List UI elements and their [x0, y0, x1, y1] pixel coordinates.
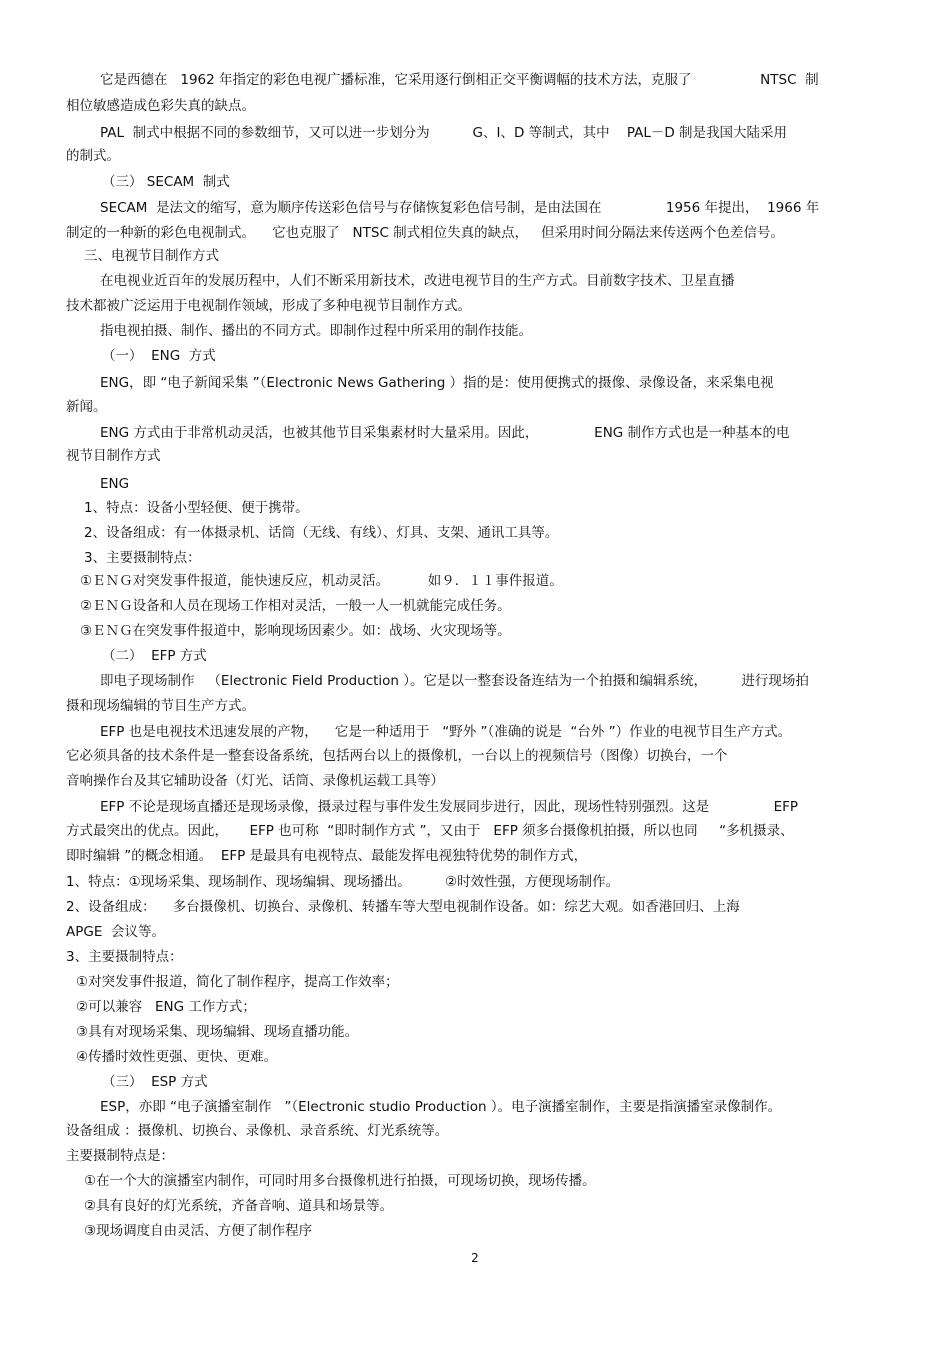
text-line: ESP，亦即 “电子演播室制作 ”（Electronic studio Production ）。电子演播室制作，主要是指演播室录像制作。: [100, 1099, 782, 1115]
text-line: APGE 会议等。: [66, 924, 165, 940]
list-item: ④传播时效性更强、更快、更难。: [76, 1049, 278, 1065]
list-item: ①对突发事件报道，简化了制作程序，提高工作效率；: [76, 974, 399, 990]
list-item: 3、主要摄制特点：: [84, 550, 201, 566]
text-line: 视节目制作方式: [66, 448, 161, 464]
text-line: 即时编辑 ”的概念相通。 EFP 是最具有电视特点、最能发挥电视独特优势的制作方式，: [66, 848, 588, 864]
text-line: SECAM 是法文的缩写，意为顺序传送彩色信号与存储恢复彩色信号制，是由法国在 1956 年提出， 1966 年: [100, 200, 820, 216]
text-line: 音响操作台及其它辅助设备（灯光、话筒、录像机运载工具等）: [66, 773, 444, 789]
text-line: 主要摄制特点是：: [66, 1148, 174, 1164]
text-line: 设备组成 ：摄像机、切换台、录像机、录音系统、灯光系统等。: [66, 1123, 449, 1139]
section-heading: （一） ENG 方式: [102, 348, 216, 364]
text-line: 它是西德在 1962 年指定的彩色电视广播标准，它采用逐行倒相正交平衡调幅的技术方法，克服了 NTSC 制: [100, 72, 819, 88]
list-item: ③现场调度自由灵活、方便了制作程序: [84, 1223, 313, 1239]
text-line: 即电子现场制作 （Electronic Field Production ）。它是以一整套设备连结为一个拍摄和编辑系统， 进行现场拍: [100, 673, 809, 689]
list-item: ①在一个大的演播室内制作，可同时用多台摄像机进行拍摄，可现场切换，现场传播。: [84, 1173, 596, 1189]
text-line: 相位敏感造成色彩失真的缺点。: [66, 98, 255, 114]
list-item: ②具有良好的灯光系统，齐备音响、道具和场景等。: [84, 1198, 394, 1214]
list-item: ②ＥＮＧ设备和人员在现场工作相对灵活，一般一人一机就能完成任务。: [80, 598, 511, 614]
text-line: ENG，即 “电子新闻采集 ”（Electronic News Gathering ）指的是：使用便携式的摄像、录像设备，来采集电视: [100, 375, 774, 391]
text-line: 在电视业近百年的发展历程中，人们不断采用新技术，改进电视节目的生产方式。目前数字技术、卫星直播: [100, 273, 735, 289]
section-heading: （三） SECAM 制式: [102, 174, 230, 190]
list-item: 3、主要摄制特点：: [66, 949, 183, 965]
text-line: PAL 制式中根据不同的参数细节，又可以进一步划分为 G、I、D 等制式，其中 PAL－D 制是我国大陆采用: [100, 125, 788, 141]
text-line: 技术都被广泛运用于电视制作领域，形成了多种电视节目制作方式。: [66, 298, 471, 314]
text-line: 它必须具备的技术条件是一整套设备系统，包括两台以上的摄像机，一台以上的视频信号（图像）切换台，一个: [66, 748, 728, 764]
list-item: ①ＥＮＧ对突发事件报道，能快速反应，机动灵活。 如９．１１事件报道。: [80, 573, 563, 589]
text-line: 新闻。: [66, 399, 107, 415]
text-line: EFP 不论是现场直播还是现场录像，摄录过程与事件发生发展同步进行，因此，现场性特别强烈。这是 EFP: [100, 799, 799, 815]
list-item: ③具有对现场采集、现场编辑、现场直播功能。: [76, 1024, 359, 1040]
list-item: 1、特点：设备小型轻便、便于携带。: [84, 500, 309, 516]
section-heading: （二） EFP 方式: [102, 648, 207, 664]
list-item: ③ＥＮＧ在突发事件报道中，影响现场因素少。如：战场、火灾现场等。: [80, 623, 511, 639]
chapter-heading: 三、电视节目制作方式: [84, 248, 219, 264]
text-line: 摄和现场编辑的节目生产方式。: [66, 698, 255, 714]
text-line: 方式最突出的优点。因此， EFP 也可称 “即时制作方式 ”，又由于 EFP 须多台摄像机拍摄，所以也同 “多机摄录、: [66, 823, 794, 839]
text-line: ENG: [100, 476, 130, 492]
section-heading: （三） ESP 方式: [102, 1074, 208, 1090]
text-line: 指电视拍摄、制作、播出的不同方式。即制作过程中所采用的制作技能。: [100, 323, 532, 339]
text-line: EFP 也是电视技术迅速发展的产物， 它是一种适用于 “野外 ”（准确的说是 “台外 ”）作业的电视节目生产方式。: [100, 724, 792, 740]
text-line: 的制式。: [66, 148, 120, 164]
page-number: 2: [471, 1251, 479, 1265]
list-item: 2、设备组成：有一体摄录机、话筒（无线、有线）、灯具、支架、通讯工具等。: [84, 525, 559, 541]
list-item: 2、设备组成： 多台摄像机、切换台、录像机、转播车等大型电视制作设备。如：综艺大观。如香港回归、上海: [66, 899, 740, 915]
list-item: ②可以兼容 ENG 工作方式；: [76, 999, 256, 1015]
list-item: 1、特点：①现场采集、现场制作、现场编辑、现场播出。 ②时效性强，方便现场制作。: [66, 874, 620, 890]
text-line: 制定的一种新的彩色电视制式。 它也克服了 NTSC 制式相位失真的缺点， 但采用时间分隔法来传送两个色差信号。: [66, 225, 785, 241]
text-line: ENG 方式由于非常机动灵活，也被其他节目采集素材时大量采用。因此， ENG 制作方式也是一种基本的电: [100, 425, 790, 441]
